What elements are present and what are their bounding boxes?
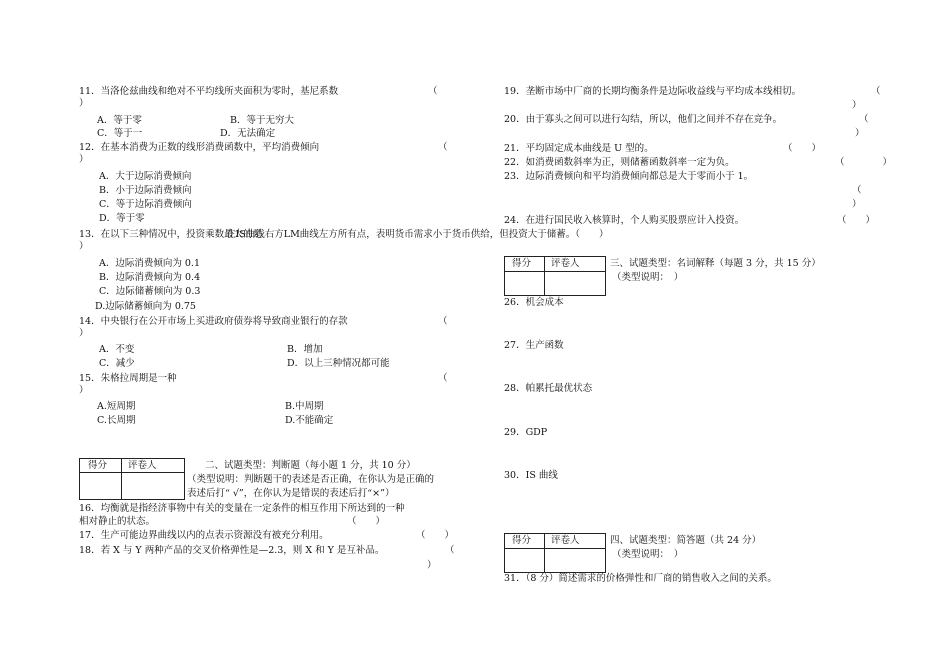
q23-answer-open: （ <box>852 185 862 196</box>
q12-stem: 12．在基本消费为正数的线形消费函数中，平均消费倾向 <box>79 142 320 153</box>
grader-label: 评卷人 <box>551 535 580 546</box>
score-table-3 <box>504 533 606 573</box>
grader-label: 评卷人 <box>551 258 580 269</box>
q23-stem: 23．边际消费倾向和平均消费倾向都总是大于零而小于 1。 <box>504 171 754 182</box>
q15-stem: 15．朱格拉周期是一种 <box>79 373 177 384</box>
q19-answer-open: （ <box>871 86 881 97</box>
section4-title: 四、试题类型：简答题（共 24 分） <box>610 535 762 546</box>
q11-option-d: D．无法确定 <box>220 128 276 139</box>
section2-title: 二、试题类型：判断题（每小题 1 分，共 10 分） <box>205 460 416 471</box>
q11-option-a: A．等于零 <box>97 115 142 126</box>
q23-answer-close: ） <box>852 199 862 210</box>
term-item: 30．IS 曲线 <box>504 470 558 481</box>
q24-answer-blank: （ ） <box>837 215 876 226</box>
q22-stem: 22．如消费函数斜率为正，则储蓄函数斜率一定为负。 <box>504 157 735 168</box>
section3-title: 三、试题类型：名词解释（每题 3 分，共 15 分） <box>610 258 821 269</box>
score-table-2 <box>504 256 606 296</box>
term-item: 27．生产函数 <box>504 340 564 351</box>
q15-option-d: D.不能确定 <box>285 415 334 426</box>
q16-stem-line2: 相对静止的状态。 <box>79 516 156 527</box>
q16-answer-blank: （ ） <box>347 516 386 527</box>
q12-answer-open: （ <box>438 142 448 153</box>
score-label: 得分 <box>512 258 532 269</box>
q15-option-a: A.短周期 <box>97 401 136 412</box>
q31-stem: 31．（8 分）简述需求的价格弹性和厂商的销售收入之间的关系。 <box>504 573 777 584</box>
q18-answer-close: ） <box>427 560 437 571</box>
score-label: 得分 <box>88 460 108 471</box>
q21-answer-blank: （ ） <box>783 143 822 154</box>
section2-note-line1: （类型说明：判断题干的表述是否正确，在你认为是正确的 <box>187 474 435 485</box>
q20-answer-open: （ <box>859 114 869 125</box>
q21-stem: 21．平均固定成本曲线是 U 型的。 <box>504 143 654 154</box>
q11-option-c: C．等于一 <box>97 128 143 139</box>
q14-stem: 14．中央银行在公开市场上买进政府债券将导致商业银行的存款 <box>79 316 348 327</box>
q12-option-b: B．小于边际消费倾向 <box>99 185 192 196</box>
q14-option-a: A．不变 <box>99 344 135 355</box>
q17-stem: 17．生产可能边界曲线以内的点表示资源没有被充分利用。 <box>79 530 329 541</box>
q11-option-b: B．等于无穷大 <box>230 115 294 126</box>
q15-answer-close: ） <box>79 385 89 396</box>
q24-stem: 24．在进行国民收入核算时，个人购买股票应计入投资。 <box>504 215 745 226</box>
q15-option-c: C.长周期 <box>97 415 136 426</box>
q11-answer-close: ） <box>79 98 89 109</box>
q13-option-b: B．边际消费倾向为 0.4 <box>99 272 201 283</box>
section3-note: （类型说明： ） <box>612 272 684 283</box>
q19-answer-close: ） <box>852 100 862 111</box>
term-item: 29．GDP <box>504 427 548 438</box>
section4-note: （类型说明： ） <box>612 549 684 560</box>
q12-option-a: A．大于边际消费倾向 <box>99 171 192 182</box>
q13-stem: 13．在以下三种情况中，投资乘数最大的是 <box>79 229 263 240</box>
score-label: 得分 <box>512 535 532 546</box>
section2-note-line2: 表述后打“ √”，在你认为是错误的表述后打“×”） <box>187 488 395 499</box>
q13-option-a: A．边际消费倾向为 0.1 <box>99 258 200 269</box>
q13-answer-close: ） <box>79 241 89 252</box>
q15-option-b: B.中周期 <box>285 401 324 412</box>
q20-answer-close: ） <box>855 128 865 139</box>
q16-stem-line1: 16．均衡就是指经济事物中有关的变量在一定条件的相互作用下所达到的一种 <box>79 503 405 514</box>
q14-option-d: D．以上三种情况都可能 <box>287 358 390 369</box>
q12-answer-close: ） <box>79 154 89 165</box>
score-table-1 <box>79 458 185 500</box>
q14-answer-open: （ <box>438 316 448 327</box>
q18-answer-open: （ <box>445 545 455 556</box>
q14-option-b: B．增加 <box>287 344 323 355</box>
term-item: 26．机会成本 <box>504 297 564 308</box>
term-item: 28．帕累托最优状态 <box>504 383 593 394</box>
q19-stem: 19．垄断市场中厂商的长期均衡条件是边际收益线与平均成本线相切。 <box>504 86 802 97</box>
q18-stem: 18．若 X 与 Y 两种产品的交叉价格弹性是—2.3，则 X 和 Y 是互补品。 <box>79 545 385 556</box>
grader-label: 评卷人 <box>128 460 157 471</box>
q13-option-c: C．边际储蓄倾向为 0.3 <box>99 286 201 297</box>
q12-option-d: D．等于零 <box>99 213 145 224</box>
q13-option-d: D.边际储蓄倾向为 0.75 <box>95 301 196 312</box>
q12-option-c: C．等于边际消费倾向 <box>99 199 192 210</box>
q20-stem: 20．由于寡头之间可以进行勾结，所以，他们之间并不存在竞争。 <box>504 114 783 125</box>
q13-overlapping-text: 在IS曲线右方LM曲线左方所有点，表明货币需求小于货币供给，但投资大于储蓄。（ ） <box>226 229 609 240</box>
q15-answer-open: （ <box>438 373 448 384</box>
q11-answer-open: （ <box>428 86 438 97</box>
q14-answer-close: ） <box>79 328 89 339</box>
q17-answer-blank: （ ） <box>416 530 455 541</box>
q22-answer-blank: （ ） <box>835 157 893 168</box>
q11-stem: 11．当洛伦兹曲线和绝对不平均线所夹面积为零时，基尼系数 <box>79 86 339 97</box>
q14-option-c: C．减少 <box>99 358 135 369</box>
